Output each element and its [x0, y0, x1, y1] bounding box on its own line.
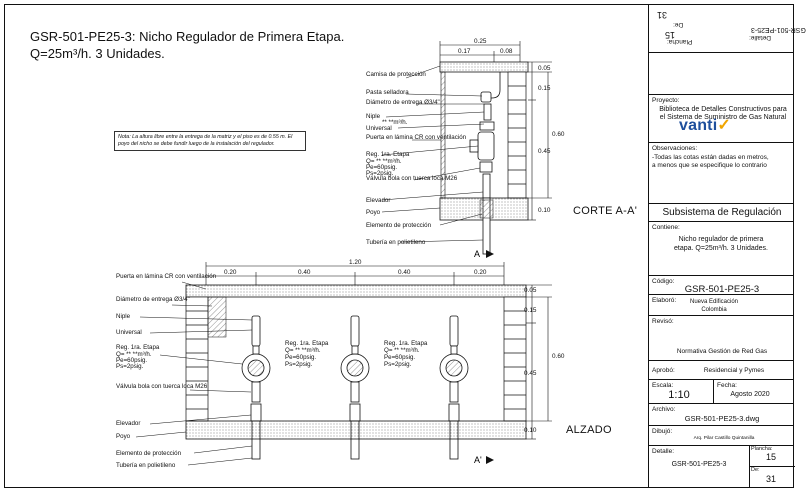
tb-dibujo-cap: Dibujó:: [652, 428, 673, 435]
section-callout-reg: Reg. 1ra. Etapa: [366, 151, 410, 158]
section-callout-elevador: Elevador: [366, 197, 391, 204]
tb-codigo-cap: Código:: [652, 278, 675, 285]
elev-callout-elemento: Elemento de protección: [116, 450, 182, 457]
section-dim-c: 0.45: [538, 148, 551, 155]
tb-de-cap: De:: [751, 467, 760, 473]
tb-archivo-val: GSR-501-PE25-3.dwg: [684, 414, 760, 423]
tb-proyecto: [649, 95, 794, 143]
elev-dim-b: 0.15: [524, 307, 537, 314]
section-marker-a: A: [474, 249, 481, 259]
elev-callout-niple: Niple: [116, 313, 131, 320]
reg3-q: Q= ** **m³/h.: [384, 347, 420, 354]
elevation-marker-a: A': [474, 455, 482, 465]
tb-escala-cap: Escala:: [652, 382, 674, 389]
section-callout-valvula: Válvula bola con tuerca loca M26: [366, 175, 458, 182]
tb-subsistema: [649, 204, 794, 222]
section-callout-puerta: Puerta en lámina CR con ventilación: [366, 134, 467, 141]
tb-elaboro: [649, 295, 794, 316]
tb-fecha-cap: Fecha:: [717, 382, 737, 389]
reg3-pe: Pe=60psig.: [384, 354, 416, 361]
section-view-label: CORTE A-A': [573, 205, 638, 217]
tb-observaciones: [649, 143, 794, 204]
section-callout-pasta: Pasta selladora: [366, 89, 409, 96]
tb-escala-fecha: [649, 380, 794, 404]
vanti-logo: vanti✓: [679, 117, 731, 134]
elev-dim-s2: 0.40: [298, 269, 311, 276]
tb-detalle-val: GSR-501-PE25-3: [671, 461, 727, 468]
tb-contiene-cap: Contiene:: [652, 224, 680, 231]
elev-callout-puerta: Puerta en lámina CR con ventilación: [116, 273, 217, 280]
elevation-poyo: [186, 421, 526, 439]
section-dim-a: 0.05: [538, 65, 551, 72]
section-callout-pe: Pe=60psig.: [366, 164, 398, 171]
tb-proyecto-cap: Proyecto:: [652, 97, 680, 104]
tb-header-upside: [649, 4, 806, 53]
tb-top-de: 31: [657, 10, 668, 20]
elevation-right-wall: [504, 297, 526, 421]
elev-dim-a: 0.05: [524, 287, 537, 294]
section-callout-q: Q= ** **m³/h.: [366, 158, 402, 165]
elevation-cover-slab: [186, 285, 526, 297]
tb-proyecto-val: Biblioteca de Detalles Constructivos para el Sistema de Suministro de Gas Natural: [659, 106, 787, 121]
tb-plancha-cap: Plancha:: [751, 446, 773, 452]
elev-dim-s1: 0.20: [224, 269, 237, 276]
section-view: [366, 38, 565, 259]
section-callout-tuberia: Tubería en polietileno: [366, 239, 426, 246]
section-cover-slab: [440, 62, 528, 72]
tb-aprobo-val: Residencial y Pymes: [703, 367, 765, 374]
tb-archivo-cap: Archivo:: [652, 406, 676, 413]
elev-callout-diametro: Diámetro de entrega Ø3/4": [116, 296, 190, 303]
tb-dibujo: [649, 426, 794, 446]
reg2-ps: Ps=2psig.: [285, 361, 313, 368]
section-dim-b: 0.15: [538, 85, 551, 92]
section-callout-niple: Niple: [366, 113, 381, 120]
section-callout-universal: Universal: [366, 125, 392, 132]
tb-contiene-val: Nicho regulador de primera etapa. Q=25m³/h. 3 Unidades.: [674, 236, 768, 252]
tb-top-de-cap: De:: [673, 21, 684, 28]
tb-aprobo: [649, 361, 794, 380]
tb-codigo: [649, 276, 794, 295]
section-callout-ps: Ps=2psig.: [366, 170, 394, 177]
elev-dim-d: 0.10: [524, 427, 537, 434]
tb-reviso-val: Normativa Gestión de Red Gas: [676, 348, 768, 355]
reg2-q: Q= ** **m³/h.: [285, 347, 321, 354]
section-wall: [508, 72, 526, 198]
reg2-label: Reg. 1ra. Etapa: [285, 340, 329, 347]
elev-callout-pe: Pe=60psig.: [116, 357, 148, 364]
tb-observaciones-cap: Observaciones:: [652, 145, 698, 152]
elev-dim-s4: 0.20: [474, 269, 487, 276]
tb-escala-val: 1:10: [668, 389, 690, 401]
title-line-1: GSR-501-PE25-3: Nicho Regulador de Primera Etapa.: [30, 29, 345, 44]
elev-callout-tuberia: Tubería en polietileno: [116, 462, 176, 469]
section-callout-poyo: Poyo: [366, 209, 381, 216]
reg2-pe: Pe=60psig.: [285, 354, 317, 361]
elev-dim-c: 0.45: [524, 370, 537, 377]
elev-callout-universal: Universal: [116, 329, 142, 336]
tb-detalle-cap: Detalle:: [652, 448, 675, 455]
tb-observaciones-val: -Todas las cotas están dadas en metros, a menos que se especifique lo contrario: [652, 154, 769, 169]
tb-dibujo-val: Arq. Pilar Castillo Quintanilla: [693, 436, 755, 441]
tb-elaboro-cap: Elaboró:: [652, 297, 677, 304]
reg3-label: Reg. 1ra. Etapa: [384, 340, 428, 347]
title-line-2: Q=25m³/h. 3 Unidades.: [30, 46, 165, 61]
elev-callout-elevador: Elevador: [116, 420, 141, 427]
tb-plancha-val: 15: [765, 452, 776, 462]
tb-top-detalle: GSR-501-PE25-3: [751, 26, 806, 33]
section-piping: [470, 72, 500, 198]
elev-dim-total: 1.20: [349, 259, 362, 266]
title-block: [648, 4, 806, 488]
note-box: Nota: La altura libre entre la entrega de la matriz y el piso es de 0.55 m. El poyo del nicho se debe fundir luego de la instalación del regulador.: [114, 131, 306, 151]
section-dim-total: 0.25: [474, 38, 487, 45]
section-dim-right: 0.08: [500, 48, 513, 55]
tb-aprobo-cap: Aprobó:: [652, 367, 675, 374]
tb-detalle: [649, 446, 794, 488]
section-dim-d: 0.10: [538, 207, 551, 214]
section-callout-camisa: Camisa de protección: [366, 71, 426, 78]
tb-elaboro-val: Nueva Edificación Colombia: [689, 299, 739, 313]
tb-reviso-cap: Revisó:: [652, 318, 674, 325]
section-dim-left: 0.17: [458, 48, 471, 55]
section-callout-elemento: Elemento de protección: [366, 222, 432, 229]
tb-reviso: [649, 316, 794, 361]
elev-dim-s3: 0.40: [398, 269, 411, 276]
tb-top-plancha: 15: [665, 30, 676, 40]
section-dim-total-height: 0.60: [552, 131, 565, 138]
tb-subsistema-val: Subsistema de Regulación: [662, 207, 782, 218]
elev-dim-total-height: 0.60: [552, 353, 565, 360]
elev-callout-q: Q= ** **m³/h.: [116, 351, 152, 358]
elev-callout-poyo: Poyo: [116, 433, 131, 440]
tb-fecha-val: Agosto 2020: [730, 391, 770, 398]
elev-callout-ps: Ps=2psig.: [116, 363, 144, 370]
elevation-marker-arrow: [486, 456, 494, 464]
tb-de-val: 31: [765, 474, 776, 484]
tb-top-detalle-cap: Detalle:: [749, 34, 772, 41]
tb-top-plancha-cap: Plancha:: [667, 38, 693, 45]
elevation-view: [116, 259, 565, 469]
section-callout-niple-q: ** **m³/h.: [382, 119, 408, 126]
tb-contiene: [649, 222, 794, 276]
section-callout-diametro: Diámetro de entrega Ø3/4": [366, 99, 440, 106]
elevation-view-label: ALZADO: [566, 424, 612, 436]
tb-archivo: [649, 404, 794, 426]
elev-callout-valvula: Válvula bola con tuerca loca M26: [116, 383, 208, 390]
elev-callout-reg: Reg. 1ra. Etapa: [116, 344, 160, 351]
tb-codigo-val: GSR-501-PE25-3: [684, 284, 760, 295]
reg3-ps: Ps=2psig.: [384, 361, 412, 368]
